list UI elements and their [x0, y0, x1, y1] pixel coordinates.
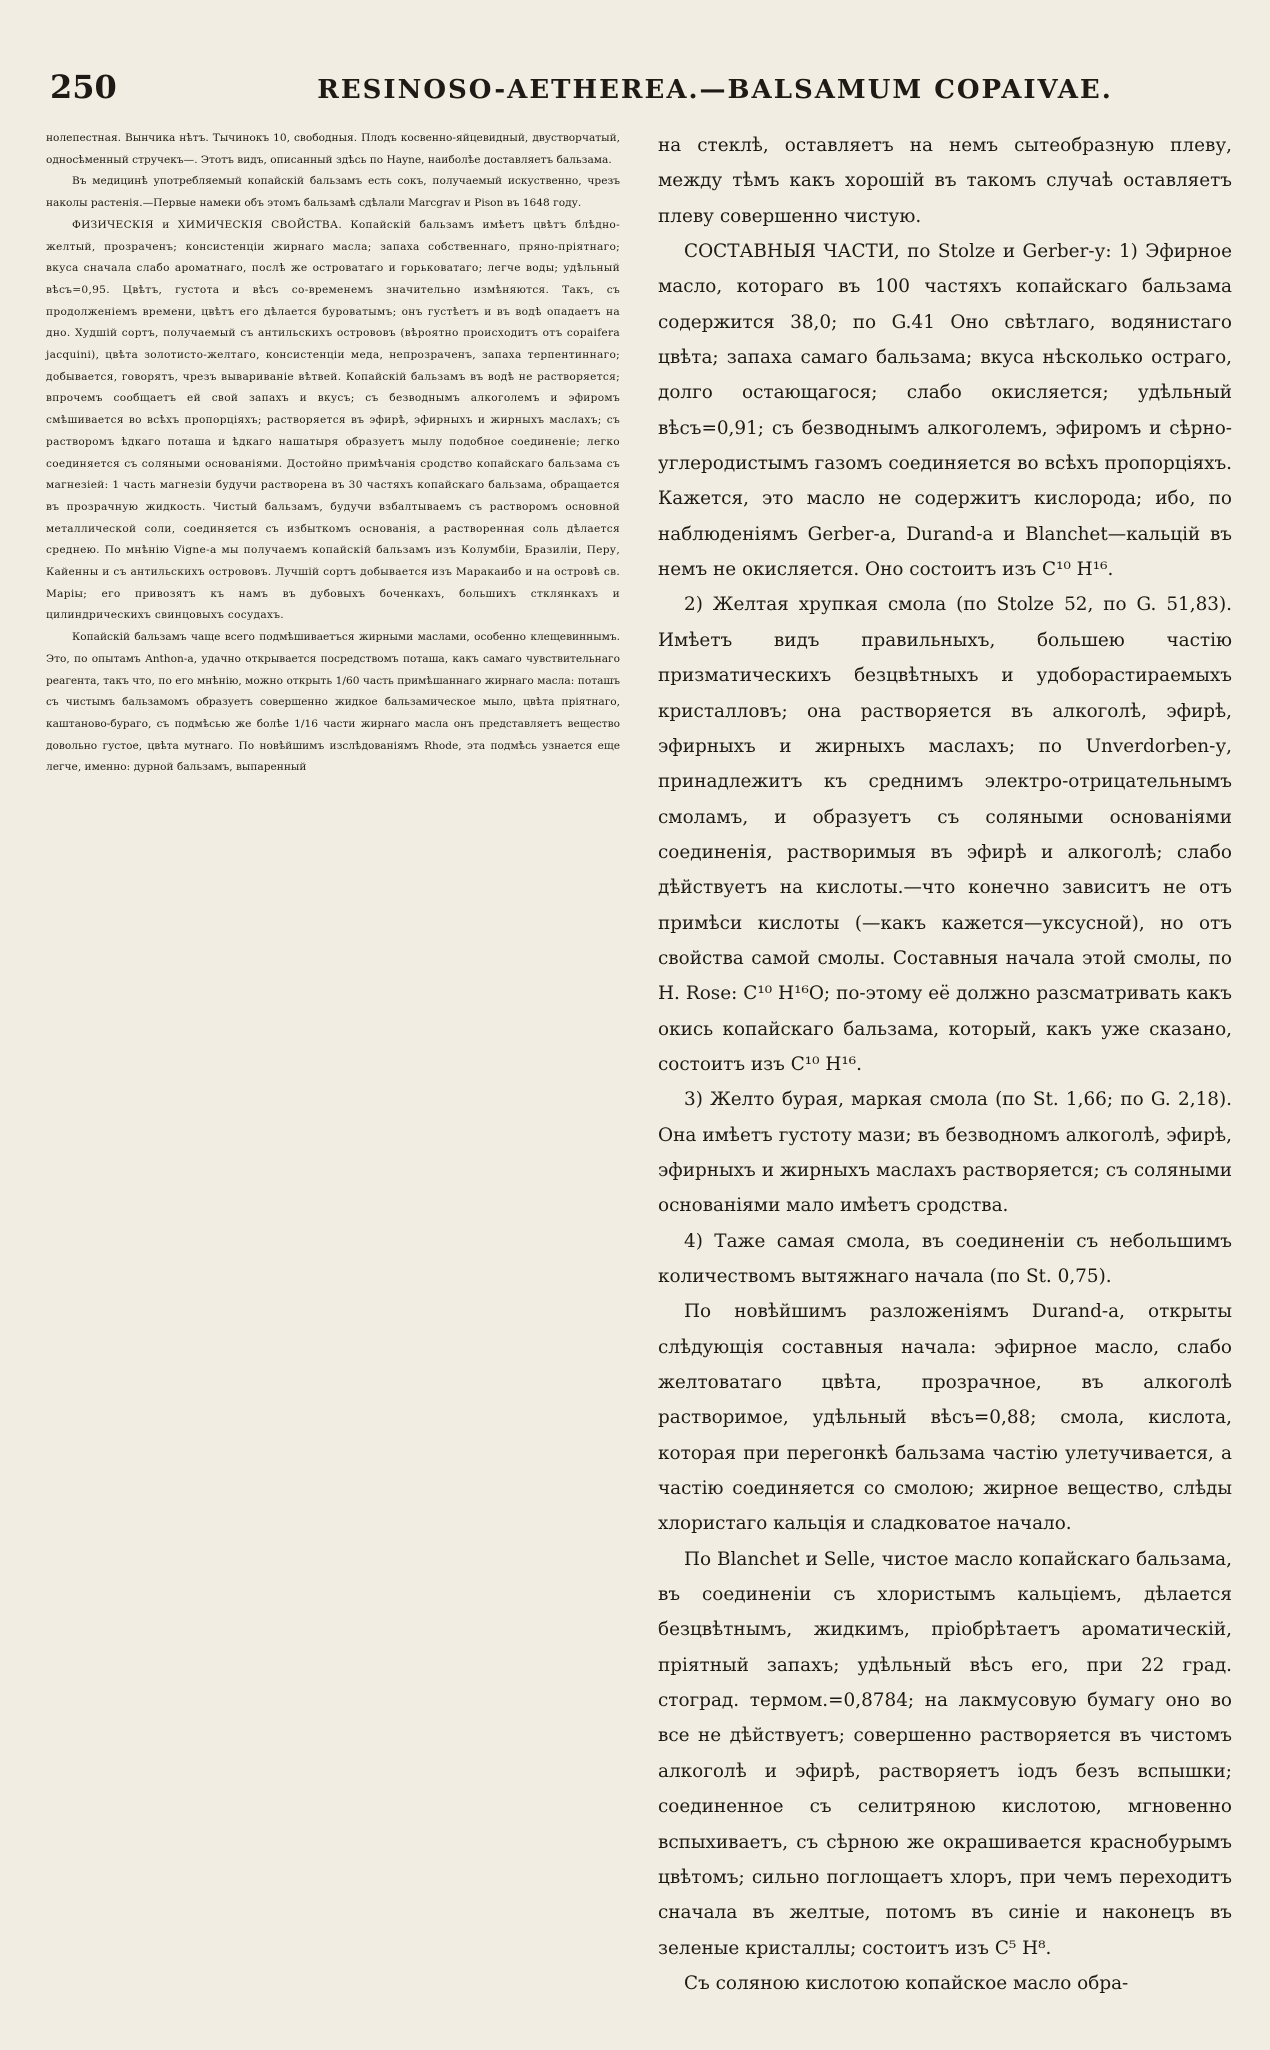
- paragraph: Съ соляною кислотою копайское масло обра-: [684, 1972, 1129, 1994]
- section-paragraph: ФИЗИЧЕСКІЯ и ХИМИЧЕСКІЯ СВОЙСТВА. Копайскій бальзамъ имѣетъ цвѣтъ блѣдно-желтый, прозраченъ; консистенціи жирнаго масла; запаха собственнаго, пряно-пріятнаго; вкуса сначала слабо ароматнаго, послѣ же островатаго и горьковатаго; легче воды; удѣльный вѣсъ=0,95. Цвѣтъ, густота и вѣсъ со-временемъ значительно измѣняются. Такъ, съ продолженіемъ времени, цвѣтъ его дѣлается буроватымъ; онъ густѣетъ и въ водѣ опадаетъ на дно. Худшій сортъ, получаемый съ антильскихъ острововъ (вѣроятно происходитъ отъ copaifera jacquini), цвѣта золотисто-желтаго, консистенціи меда, непрозраченъ, запаха терпентиннаго; добывается, говорятъ, чрезъ вывариваніе вѣтвей. Копайскій бальзамъ въ водѣ не растворяется; впрочемъ сообщаетъ ей свой запахъ и вкусъ; съ безводнымъ алкоголемъ и эфиромъ смѣшивается во всѣхъ пропорціяхъ; растворяется въ эфирѣ, эфирныхъ и жирныхъ маслахъ; съ растворомъ ѣдкаго поташа и ѣдкаго нашатыря образуетъ мылу подобное соединеніе; легко соединяется съ соляными основаніями. Достойно примѣчанія сродство копайскаго бальзама съ магнезіей: 1 часть магнезіи будучи растворена въ 30 частяхъ копайскаго бальзама, обращается въ прозрачную жидкость. Чистый бальзамъ, будучи взбалтываемъ съ растворомъ основной металлической соли, соединяется съ избыткомъ основанія, а растворенная соль дѣлается среднею. По мнѣнію Vigne-а мы получаемъ копайскій бальзамъ изъ Колумбіи, Бразиліи, Перу, Кайенны и съ антильскихъ острововъ. Лучшій сортъ добывается изъ Маракаибо и на островѣ св. Маріы; его привозятъ къ намъ въ дубовыхъ боченкахъ, большихъ стклянкахъ и цилиндрическихъ свинцовыхъ сосудахъ.: [46, 218, 620, 622]
- paragraph: 2) Желтая хрупкая смола (по Stolze 52, по G. 51,83). Имѣетъ видъ правильныхъ, большею частію призматическихъ безцвѣтныхъ и удоборастираемыхъ кристалловъ; она растворяется въ алкоголѣ, эфирѣ, эфирныхъ и жирныхъ маслахъ; по Unverdorben-у, принадлежитъ къ среднимъ электро-отрицательнымъ смоламъ, и образуетъ съ соляными основаніями соединенія, растворимыя въ эфирѣ и алкоголѣ; слабо дѣйствуетъ на кислоты.—что конечно зависитъ не отъ примѣси кислоты (—какъ кажется—уксусной), но отъ свойства самой смолы. Составныя начала этой смолы, по H. Rose: C¹⁰ H¹⁶O; по-этому её должно разсматривать какъ окись копайскаго бальзама, который, какъ уже сказано, состоитъ изъ C¹⁰ H¹⁶.: [658, 594, 1232, 1075]
- page-header: [50, 68, 1230, 106]
- paragraph: 3) Желто бурая, маркая смола (по St. 1,66; по G. 2,18). Она имѣетъ густоту мази; въ безводномъ алкоголѣ, эфирѣ, эфирныхъ и жирныхъ маслахъ растворяется; съ соляными основаніями мало имѣетъ сродства.: [658, 1089, 1232, 1217]
- paragraph: Въ медицинѣ употребляемый копайскій бальзамъ есть сокъ, получаемый искуственно, чрезъ наколы растенія.—Первые намеки объ этомъ бальзамѣ сдѣлали Marcgrav и Pison въ 1648 году.: [46, 175, 620, 210]
- running-head: RESINOSO-AETHEREA.—BALSAMUM COPAIVAE.: [317, 75, 1113, 105]
- paragraph: нолепестная. Вынчика нѣтъ. Тычинокъ 10, свободныя. Плодъ косвенно-яйцевидный, двустворчатый, односѣменный стручекъ—. Этотъ видъ, описанный здѣсь по Hayne, наиболѣе доставляетъ бальзама.: [46, 132, 620, 166]
- paragraph: По Blanchet и Selle, чистое масло копайскаго бальзама, въ соединеніи съ хлористымъ кальціемъ, дѣлается безцвѣтнымъ, жидкимъ, пріобрѣтаетъ ароматическій, пріятный запахъ; удѣльный вѣсъ его, при 22 град. стоград. термом.=0,8784; на лакмусовую бумагу оно во все не дѣйствуетъ; совершенно растворяется въ чистомъ алкоголѣ и эфирѣ, растворяетъ іодъ безъ вспышки; соединенное съ селитряною кислотою, мгновенно вспыхиваетъ, съ сѣрною же окрашивается краснобурымъ цвѣтомъ; сильно поглощаетъ хлоръ, при чемъ переходитъ сначала въ желтые, потомъ въ синіе и наконецъ въ зеленые кристаллы; состоитъ изъ C⁵ H⁸.: [658, 1548, 1232, 1959]
- paragraph: 4) Таже самая смола, въ соединеніи съ небольшимъ количествомъ вытяжнаго начала (по St. 0,75).: [658, 1230, 1232, 1287]
- page-number: 250: [50, 68, 117, 106]
- text-columns: [46, 128, 1232, 2001]
- section-paragraph: СОСТАВНЫЯ ЧАСТИ, по Stolze и Gerber-у: 1) Эфирное масло, котораго въ 100 частяхъ копайскаго бальзама содержится 38,0; по G.41 Оно свѣтлаго, водянистаго цвѣта; запаха самаго бальзама; вкуса нѣсколько остраго, долго остающагося; слабо окисляется; удѣльный вѣсъ=0,91; съ безводнымъ алкоголемъ, эфиромъ и сѣрно-углеродистымъ газомъ соединяется во всѣхъ пропорціяхъ. Кажется, это масло не содержитъ кислорода; ибо, по наблюденіямъ Gerber-а, Durand-а и Blanchet—кальцій въ немъ не окисляется. Оно состоитъ изъ C¹⁰ H¹⁶.: [658, 241, 1232, 581]
- paragraph: на стеклѣ, оставляетъ на немъ сытеобразную плеву, между тѣмъ какъ хорошій въ такомъ случаѣ оставляетъ плеву совершенно чистую.: [658, 135, 1232, 227]
- left-column: [46, 128, 620, 2001]
- paragraph: По новѣйшимъ разложеніямъ Durand-а, открыты слѣдующія составныя начала: эфирное масло, слабо желтоватаго цвѣта, прозрачное, въ алкоголѣ растворимое, удѣльный вѣсъ=0,88; смола, кислота, которая при перегонкѣ бальзама частію улетучивается, а частію соединяется со смолою; жирное вещество, слѣды хлористаго кальція и сладковатое начало.: [658, 1301, 1232, 1535]
- paragraph: Копайскій бальзамъ чаще всего подмѣшиваетъся жирными маслами, особенно клещевиннымъ. Это, по опытамъ Anthon-а, удачно открывается посредствомъ поташа, какъ самаго чувствительнаго реагента, такъ что, по его мнѣнію, можно открыть 1/60 часть примѣшаннаго жирнаго масла: поташъ съ чистымъ бальзамомъ образуетъ совершенно жидкое бальзамическое мыло, цвѣта пріятнаго, каштаново-бураго, съ подмѣсью же болѣе 1/16 части жирнаго масла онъ представляетъ вещество довольно густое, цвѣта мутнаго. По новѣйшимъ изслѣдованіямъ Rhode, эта подмѣсь узнается еще легче, именно: дурной бальзамъ, выпаренный: [46, 631, 620, 774]
- right-column: [658, 128, 1232, 2001]
